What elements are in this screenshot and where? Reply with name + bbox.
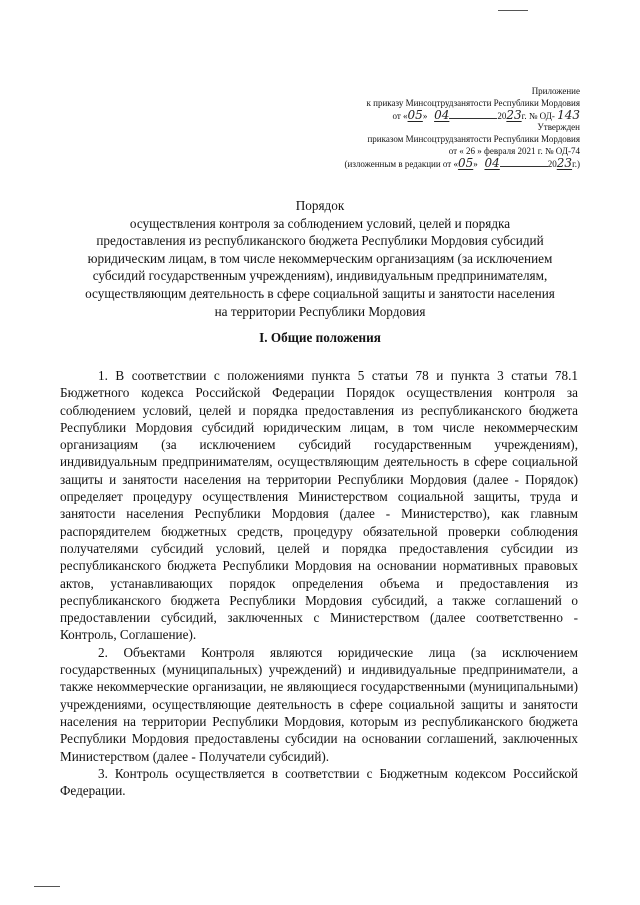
title-heading: Порядок [295, 198, 345, 213]
header-approved-by: приказом Минсоцтрудзанятости Республики Мордовия [367, 134, 580, 145]
title-line: субсидий государственным учреждениям), индивидуальным предпринимателям, [92, 268, 548, 284]
paragraph-3: 3. Контроль осуществляется в соответствии с Бюджетным кодексом Российской Федерации. [60, 765, 578, 799]
title-line: осуществляющим деятельность в сфере социальной защиты и занятости населения [85, 285, 555, 301]
approval-header [280, 86, 580, 171]
title-line: на территории Республики Мордовия [214, 303, 426, 319]
header-approved: Утвержден [537, 122, 580, 133]
header-order-date: от «05» 04 2023г. № ОД- 143 [392, 107, 580, 122]
document-title [60, 197, 580, 320]
header-order-ref: к приказу Минсоцтрудзанятости Республики Мордовия [366, 97, 580, 108]
section-title: I. Общие положения [259, 330, 381, 345]
header-revision-date: (изложенным в редакции от «05» 04 2023г.) [344, 155, 580, 170]
header-annex: Приложение [531, 86, 580, 96]
handwritten-revision-year: 23 [556, 155, 573, 170]
underline-gap [500, 158, 548, 167]
handwritten-day: 05 [407, 107, 423, 122]
handwritten-year: 23 [506, 107, 522, 122]
header-original-date: от « 26 » февраля 2021 г. № ОД-74 [448, 145, 580, 156]
underline-gap [449, 110, 497, 119]
title-line: предоставления из республиканского бюджета Республики Мордовия субсидий [96, 233, 544, 249]
paragraph-2: 2. Объектами Контроля являются юридические лица (за исключением государственных (муниципальных) учреждений) и индивидуальные предприниматели, а также некоммерческие организации, не являющиеся государственными (муниципальными) учреждениями, осуществляющие деятельность в сфере социальной защиты и занятости населения на территории Республики Мордовия, которым из республиканского бюджета Республики Мордовия предоставлены субсидии на основании соглашений, заключенных Министерством (далее - Получатели субсидий). [60, 644, 578, 764]
paragraph-1: 1. В соответствии с положениями пункта 5 статьи 78 и пункта 3 статьи 78.1 Бюджетного кодекса Российской Федерации Порядок осуществления контроля за соблюдением условий, целей и порядка предоставления из республиканского бюджета Республики Мордовия субсидий юридическим лицам, в том числе некоммерческим организациям (за исключением субсидий государственным учреждениям), индивидуальным предпринимателям, осуществляющим деятельность в сфере социальной защиты и занятости населения на территории Республики Мордовия (далее - Порядок) определяет процедуру осуществления Министерством социальной защиты, труда и занятости населения Республики Мордовия (далее - Министерство), как главным распорядителем бюджетных средств, процедуру обязательной проверки соблюдения получателями субсидий условий, целей и порядка предоставления субсидии из республиканского бюджета Республики Мордовия на основании нормативных правовых актов, устанавливающих порядок определения объема и предоставления из республиканского бюджета Республики Мордовия субсидий, а также соглашений о предоставлении субсидий, заключенных с Министерством (далее соответственно - Контроль, Соглашение). [60, 368, 578, 643]
scan-mark-bottom [34, 886, 60, 887]
title-line: осуществления контроля за соблюдением условий, целей и порядка [129, 215, 511, 231]
handwritten-month: 04 [434, 107, 450, 122]
document-body [60, 367, 578, 799]
scan-mark-top [498, 10, 528, 11]
handwritten-revision-month: 04 [484, 155, 500, 170]
handwritten-revision-day: 05 [457, 155, 474, 170]
title-line: юридическим лицам, в том числе некоммерческим организациям (за исключением [87, 250, 553, 266]
handwritten-order-number: 143 [557, 107, 580, 122]
